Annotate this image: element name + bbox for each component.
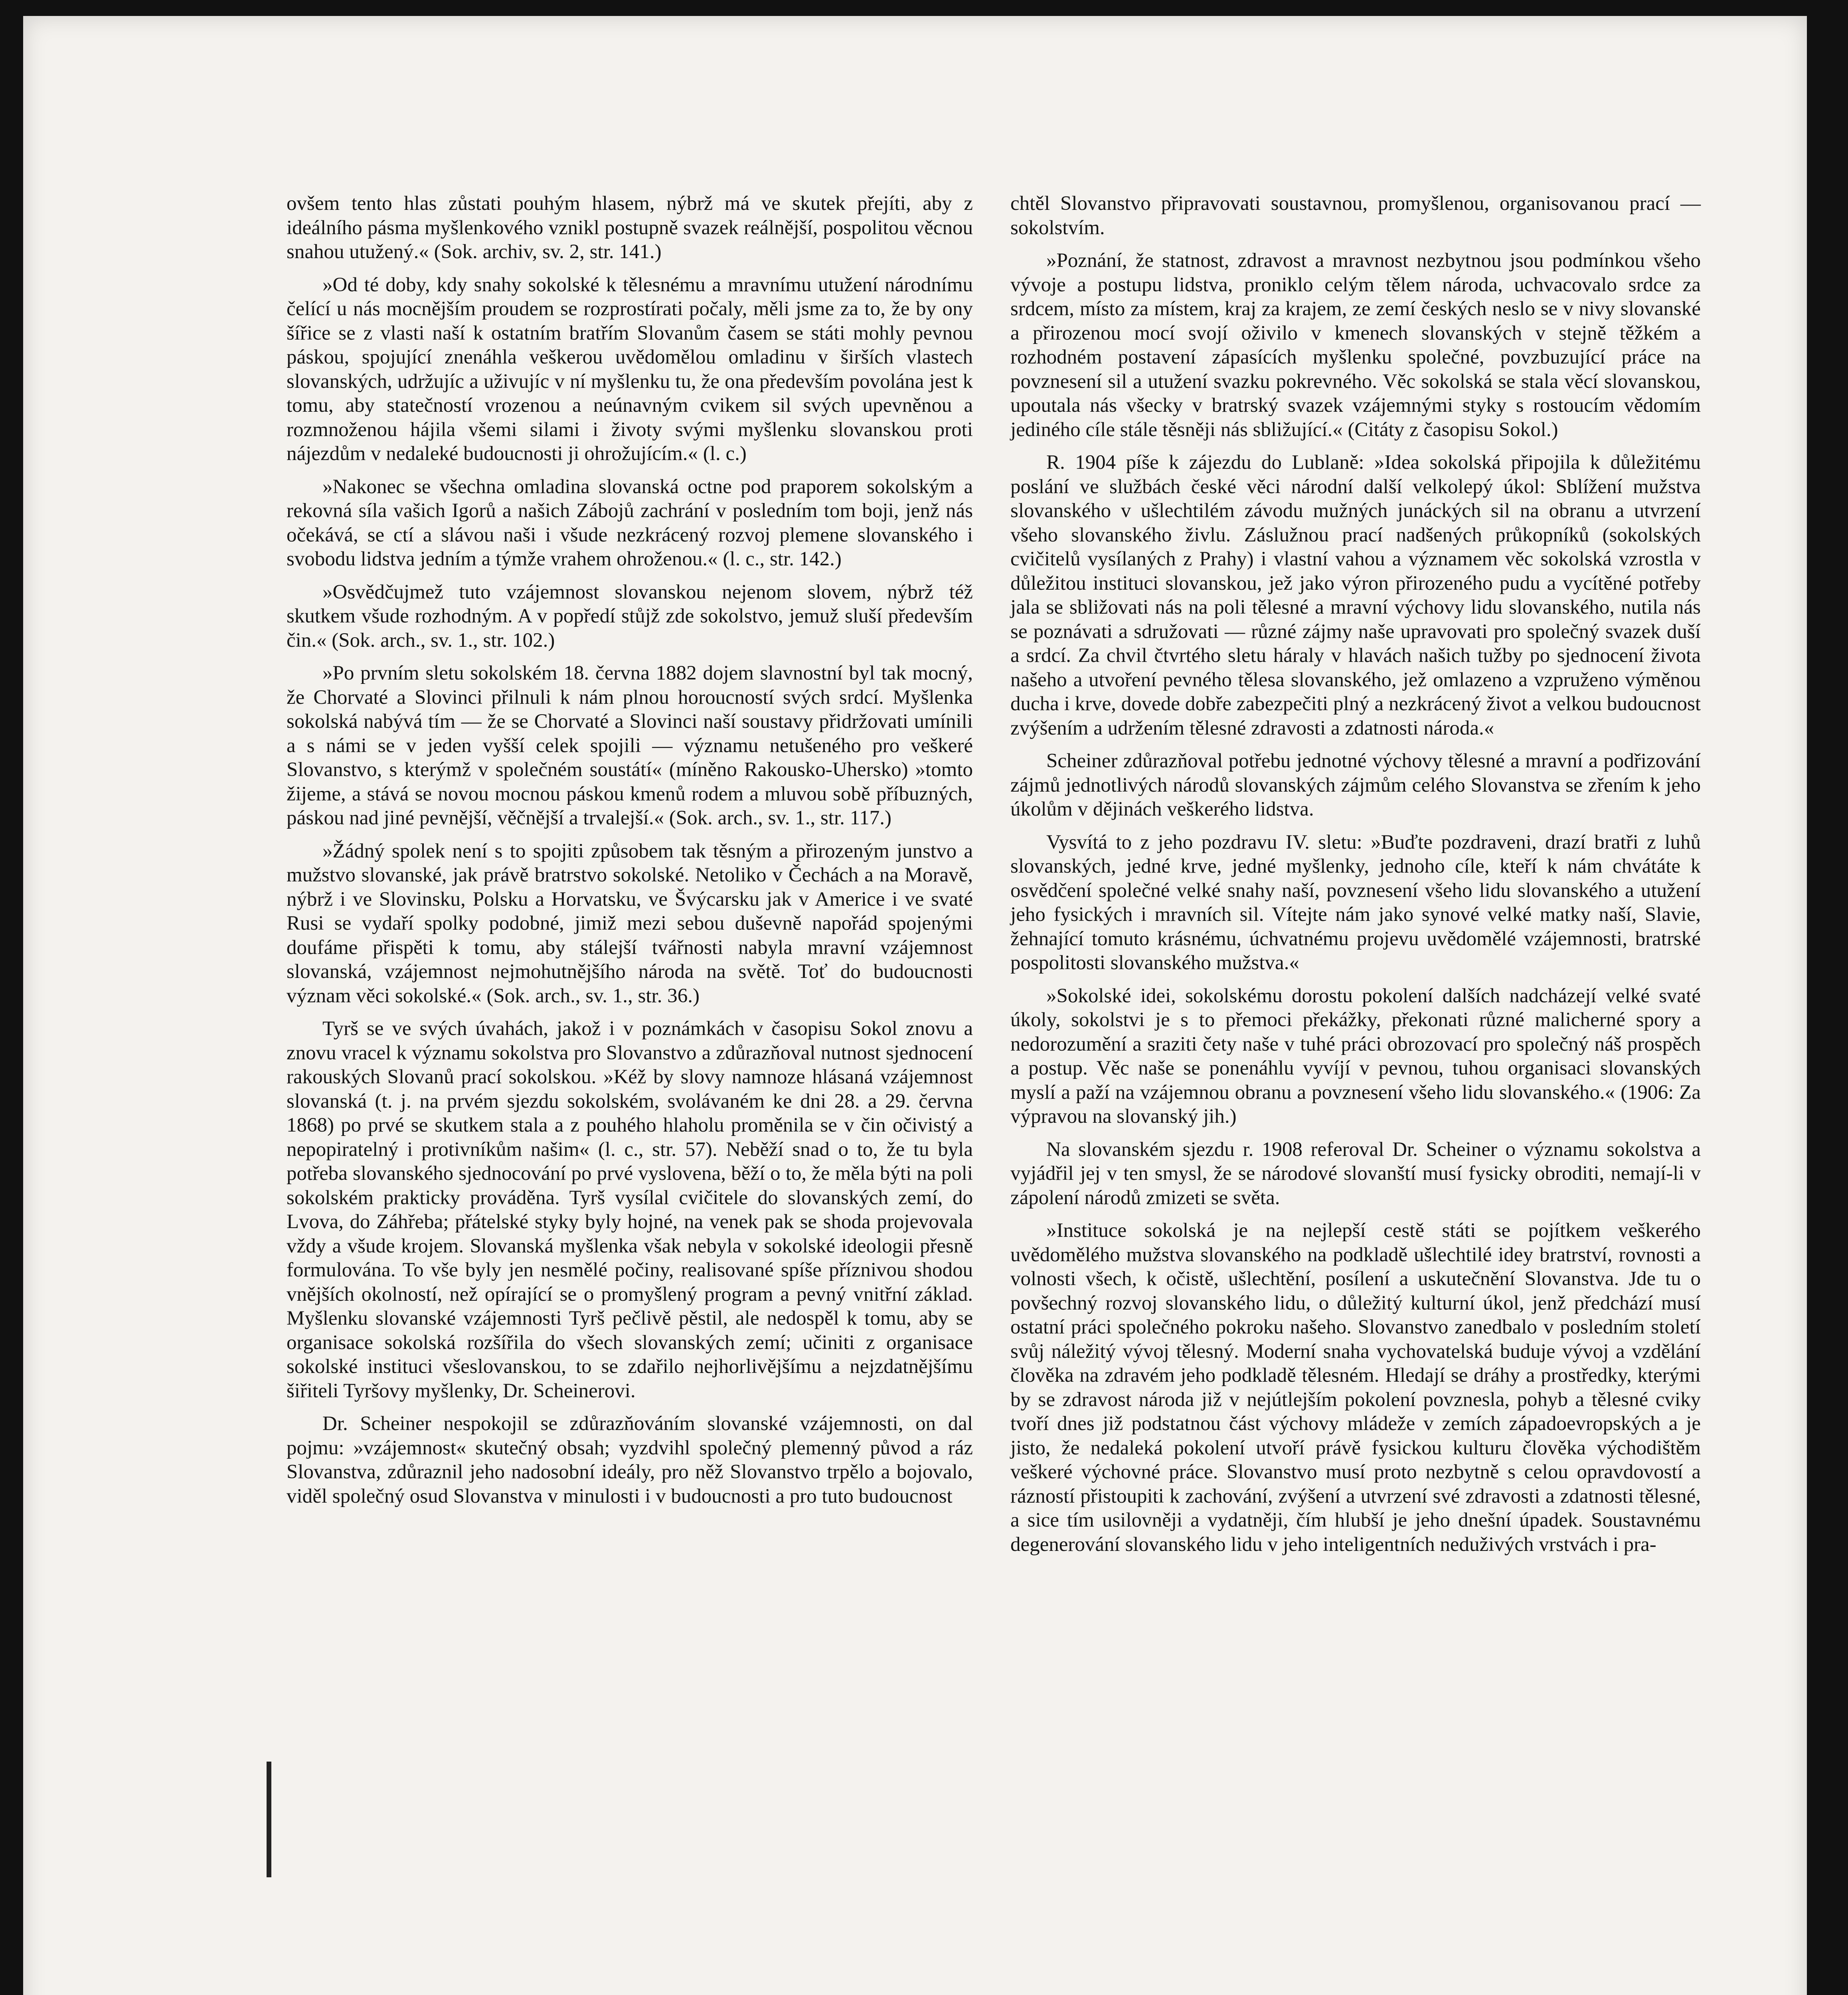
paragraph: »Od té doby, kdy snahy sokolské k tělesnému a mravnímu utužení národnímu čelící u nás mocnějším proudem se rozprostírati počaly, měli jsme za to, že by ony šířice se z vlasti naší k ostatním bratřím Slovanům časem se státi mohly pevnou páskou, spojující znenáhla veškerou uvědomělou omladinu v širších vlastech slovanských, udržujíc a uživujíc v ní myšlenku tu, že ona především povolána jest k tomu, aby statečností vrozenou a neúnavným cvikem sil svých upevněnou a rozmnoženou hájila všemi silami i životy svými myšlenku slovanskou proti nájezdům v nedaleké budoucnosti ji ohrožujícím.« (l. c.) — [287, 273, 973, 465]
paragraph: Vysvítá to z jeho pozdravu IV. sletu: »Buďte pozdraveni, drazí bratři z luhů slovanských, jedné krve, jedné myšlenky, jednoho cíle, kteří k nám chvátáte k osvědčení společné velké snahy naší, povznesení všeho lidu slovanského a utužení jeho fysických i mravních sil. Vítejte nám jako synové velké matky naší, Slavie, žehnající tomuto krásnému, úchvatnému projevu uvědomělé vzájemnosti, bratrské pospolitosti slovanského mužstva.« — [1010, 831, 1701, 974]
paragraph: Tyrš se ve svých úvahách, jakož i v poznámkách v časopisu Sokol znovu a znovu vracel k významu sokolstva pro Slovanstvo a zdůrazňoval nutnost sjednocení rakouských Slovanů prací sokolskou. »Kéž by slovy namnoze hlásaná vzájemnost slovanská (t. j. na prvém sjezdu sokolském, svolávaném ke dni 28. a 29. června 1868) po prvé se skutkem stala a z pouhého hlaholu proměnila se v čin očivistý a nepopiratelný i protivníkům našim« (l. c., str. 57). Neběží snad o to, že tu byla potřeba slovanského sjednocování po prvé vyslovena, běží o to, že měla býti na poli sokolském prakticky prováděna. Tyrš vysílal cvičitele do slovanských zemí, do Lvova, do Záhřeba; přátelské styky byly hojné, na venek pak se shoda projevovala vždy a všude krojem. Slovanská myšlenka však nebyla v sokolské ideologii přesně formulována. To vše byly jen nesmělé počiny, realisované spíše příznivou shodou vnějších okolností, než opírající se o promyšlený program a pevný vnitřní základ. Myšlenku slovanské vzájemnosti Tyrš pečlivě pěstil, ale nedospěl k tomu, aby se organisace sokolská rozšířila do všech slovanských zemí; učiniti z organisace sokolské instituci všeslovanskou, to se zdařilo nejhorlivějšímu a nejzdatnějšímu šiřiteli Tyršovy myšlenky, Dr. Scheinerovi. — [287, 1017, 973, 1402]
right-column — [1010, 192, 1701, 1565]
paragraph: »Nakonec se všechna omladina slovanská octne pod praporem sokolským a rekovná síla vašich Igorů a našich Zábojů zachrání v posledním tom boji, jenž nás očekává, se ctí a slávou naši i všude nezkrácený rozvoj plemene slovanského i svobodu lidstva jedním a týmže vrahem ohroženou.« (l. c., str. 142.) — [287, 475, 973, 570]
paragraph: Dr. Scheiner nespokojil se zdůrazňováním slovanské vzájemnosti, on dal pojmu: »vzájemnost« skutečný obsah; vyzdvihl společný plemenný původ a ráz Slovanstva, zdůraznil jeho nadosobní ideály, pro něž Slovanstvo trpělo a bojovalo, viděl společný osud Slovanstva v minulosti i v budoucnosti a pro tuto budoucnost — [287, 1412, 973, 1507]
paragraph: R. 1904 píše k zájezdu do Lublaně: »Idea sokolská připojila k důležitému poslání ve službách české věci národní další velkolepý úkol: Sblížení mužstva slovanského v ušlechtilém závodu mužných junáckých sil na obranu a utvrzení všeho slovanského živlu. Záslužnou prací nadšených průkopníků (sokolských cvičitelů vysílaných z Prahy) i vlastní vahou a významem věc sokolská vzrostla v důležitou instituci slovanskou, jež jako výron přirozeného pudu a vycítěné potřeby jala se sbližovati nás na poli tělesné a mravní výchovy lidu slovanského, nutila nás se poznávati a sdružovati — různé zájmy naše upravovati pro společný svazek duší a srdcí. Za chvil čtvrtého sletu háraly v hlavách našich tužby po sjednocení života našeho a utvoření pevného tělesa slovanského, jež omlazeno a vzpruženo výměnou ducha i krve, dovede dobře zabezpečiti plný a nezkrácený život a velkou budoucnost zvýšením a udržením tělesné zdravosti a zdatnosti národa.« — [1010, 451, 1701, 739]
paragraph: »Po prvním sletu sokolském 18. června 1882 dojem slavnostní byl tak mocný, že Chorvaté a Slovinci přilnuli k nám plnou horoucností svých srdcí. Myšlenka sokolská nabývá tím — že se Chorvaté a Slovinci naší soustavy přidržovati umínili a s námi se v jeden vyšší celek spojili — významu netušeného pro veškeré Slovanstvo, s kterýmž v společném soustátí« (míněno Rakousko-Uhersko) »tomto žijeme, a stává se novou mocnou páskou kmenů rodem a mluvou sobě příbuzných, páskou nad jiné pevnější, věčnější a trvalejší.« (Sok. arch., sv. 1., str. 117.) — [287, 662, 973, 829]
paragraph: »Instituce sokolská je na nejlepší cestě státi se pojítkem veškerého uvědomělého mužstva slovanského na podkladě ušlechtilé idey bratrství, rovnosti a volnosti všech, k očistě, ušlechtění, posílení a uskutečnění Slovanstva. Jde tu o povšechný rozvoj slovanského lidu, o důležitý kulturní úkol, jenž předchází musí ostatní práci společného pokroku našeho. Slovanstvo zanedbalo v posledním století svůj náležitý vývoj tělesný. Moderní snaha vychovatelská buduje vývoj a vzdělání člověka na zdravém jeho podkladě tělesném. Hledají se dráhy a prostředky, kterými by se zdravost národa již v nejútlejším pokolení povznesla, pohyb a tělesné cviky tvoří dnes již podstatnou část výchovy mládeže v zemích západoevropských a je jisto, že nedaleká pokolení utvoří právě fysickou kulturu člověka východištěm veškeré výchovné práce. Slovanstvo musí proto nezbytně s celou opravdovostí a rázností přistoupiti k zachování, zvýšení a utvrzení své zdravosti a zdatnosti tělesné, a sice tím usilovněji a vydatněji, čím hlubší je jeho dnešní úpadek. Soustavnému degenerování slovanského lidu v jeho inteligentních neduživých vrstvách i pra- — [1010, 1219, 1701, 1556]
paragraph: »Žádný spolek není s to spojiti způsobem tak těsným a přirozeným junstvo a mužstvo slovanské, jak právě bratrstvo sokolské. Netoliko v Čechách a na Moravě, nýbrž i ve Slovinsku, Polsku a Horvatsku, ve Švýcarsku jak v Americe i ve svaté Rusi se vydaří spolky podobné, jimiž mezi sebou duševně napořád spojenými doufáme přispěti k tomu, aby stálejší tvářnosti nabyla mravní vzájemnost slovanská, vzájemnost nejmohutnějšího národa na světě. Toť do budoucnosti význam věci sokolské.« (Sok. arch., sv. 1., str. 36.) — [287, 839, 973, 1007]
paragraph: ovšem tento hlas zůstati pouhým hlasem, nýbrž má ve skutek přejíti, aby z ideálního pásma myšlenkového vznikl postupně svazek reálnější, pospolitou věcnou snahou utužený.« (Sok. archiv, sv. 2, str. 141.) — [287, 192, 973, 263]
paragraph: chtěl Slovanstvo připravovati soustavnou, promyšlenou, organisovanou prací — sokolstvím. — [1010, 192, 1701, 239]
paragraph: »Poznání, že statnost, zdravost a mravnost nezbytnou jsou podmínkou všeho vývoje a postupu lidstva, proniklo celým tělem národa, uchvacovalo srdce za srdcem, místo za místem, kraj za krajem, ze zemí českých neslo se v nivy slovanské a přirozenou mocí svojí oživilo v kmenech slovanských v stejně těžkém a rozhodném postavení zápasících myšlenku společné, povzbuzující práce na povznesení sil a utužení svazku pokrevného. Věc sokolská se stala věcí slovanskou, upoutala nás všecky v bratrský svazek vzájemnými styky s rostoucím vědomím jediného cíle stále těsněji nás sbližující.« (Citáty z časopisu Sokol.) — [1010, 249, 1701, 441]
paragraph: »Sokolské idei, sokolskému dorostu pokolení dalších nadcházejí velké svaté úkoly, sokolstvi je s to přemoci překážky, překonati různé malicherné spory a nedorozumění a sraziti čety naše v tuhé práci obrozovací pro společný náš prospěch a postup. Věc naše se ponenáhlu vyvíjí v pevnou, tuhou organisaci slovanských myslí a paží na vzájemnou obranu a povznesení všeho lidu slovanského.« (1906: Za výpravou na slovanský jih.) — [1010, 984, 1701, 1128]
margin-line-mark — [267, 1762, 271, 1877]
left-column — [287, 192, 973, 1517]
paragraph: Na slovanském sjezdu r. 1908 referoval Dr. Scheiner o významu sokolstva a vyjádřil jej v ten smysl, že se národové slovanští musí fysicky obroditi, nemají-li v zápolení národů zmizeti se světa. — [1010, 1138, 1701, 1209]
paragraph: »Osvědčujmež tuto vzájemnost slovanskou nejenom slovem, nýbrž též skutkem všude rozhodným. A v popředí stůjž zde sokolstvo, jemuž sluší především čin.« (Sok. arch., sv. 1., str. 102.) — [287, 581, 973, 652]
paragraph: Scheiner zdůrazňoval potřebu jednotné výchovy tělesné a mravní a podřizování zájmů jednotlivých národů slovanských zájmům celého Slovanstva se zřením k jeho úkolům v dějinách veškerého lidstva. — [1010, 750, 1701, 820]
